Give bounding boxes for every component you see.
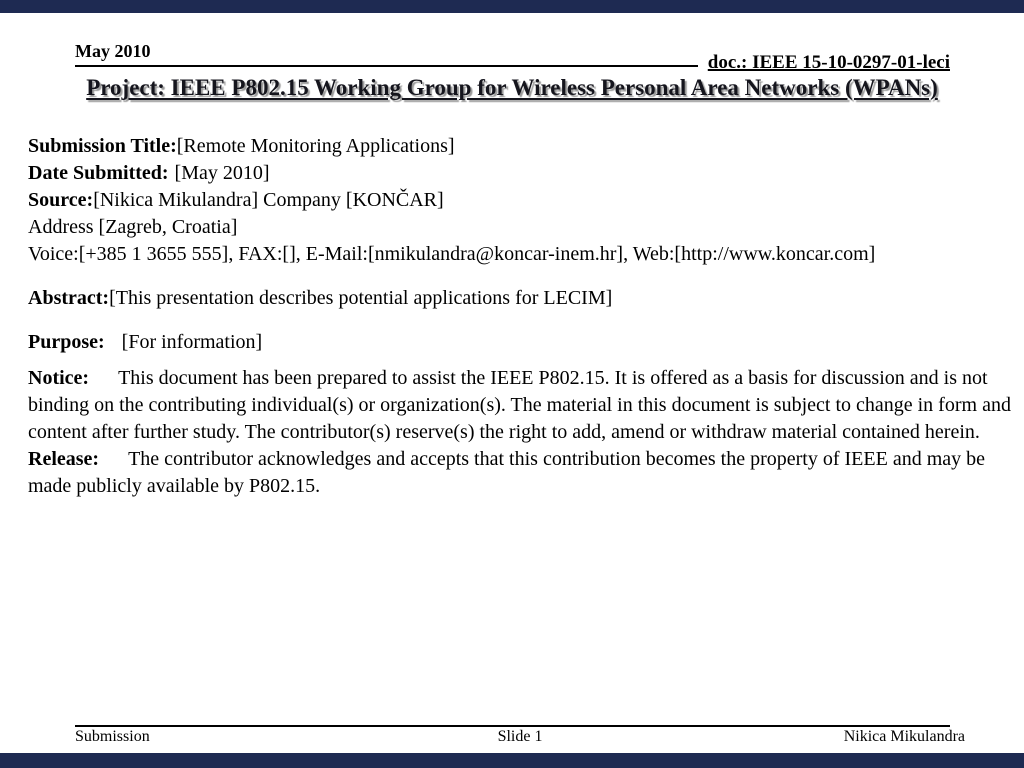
slide-title: Project: IEEE P802.15 Working Group for Wireless Personal Area Networks (WPANs): [86, 75, 938, 100]
abstract-value: [This presentation describes potential applications for LECIM]: [109, 287, 613, 309]
date-submitted-label: Date Submitted:: [28, 162, 169, 184]
purpose-value: [For information]: [121, 331, 263, 353]
slide-body: [28, 133, 1016, 500]
submission-title-line: [28, 133, 1016, 160]
abstract-line: [28, 285, 1016, 312]
address-line: Address [Zagreb, Croatia]: [28, 216, 238, 238]
notice-paragraph: [28, 365, 1016, 446]
release-text: The contributor acknowledges and accepts that this contribution becomes the property of IEEE and may be made publicly available by P802.15.: [28, 448, 986, 497]
header-date: May 2010: [75, 41, 698, 67]
release-paragraph: [28, 446, 1016, 500]
notice-label: Notice:: [28, 367, 90, 389]
source-label: Source:: [28, 189, 94, 211]
header-row: [75, 41, 950, 73]
header-doc-number: doc.: IEEE 15-10-0297-01-leci: [707, 52, 950, 73]
notice-text: This document has been prepared to assist the IEEE P802.15. It is offered as a basis for discussion and is not binding on the contributing individual(s) or organization(s). The material in this document is subject to change in form and content after further study. The contributor(s) reserve(s) the right to add, amend or withdraw material contained herein.: [28, 367, 1011, 443]
release-label: Release:: [28, 448, 100, 470]
date-submitted-line: [28, 160, 1016, 187]
source-value: [Nikica Mikulandra] Company [KONČAR]: [93, 189, 444, 211]
footer-row: [75, 728, 965, 746]
submission-title-value: [Remote Monitoring Applications]: [176, 135, 455, 157]
footer-submission-label: Submission: [75, 728, 150, 745]
footer-divider: [75, 725, 950, 727]
contact-line: Voice:[+385 1 3655 555], FAX:[], E-Mail:[nmikulandra@koncar-inem.hr], Web:[http://www.koncar.com]: [28, 243, 876, 265]
purpose-label: Purpose:: [28, 331, 105, 353]
purpose-line: [28, 329, 1016, 356]
footer-slide-number: Slide 1: [497, 728, 543, 745]
date-submitted-value: [May 2010]: [174, 162, 270, 184]
abstract-label: Abstract:: [28, 287, 110, 309]
submission-title-label: Submission Title:: [28, 135, 177, 157]
top-border-band: [0, 0, 1024, 13]
bottom-border-band: [0, 753, 1024, 768]
source-line: [28, 187, 1016, 214]
footer-author-name: Nikica Mikulandra: [843, 728, 966, 745]
